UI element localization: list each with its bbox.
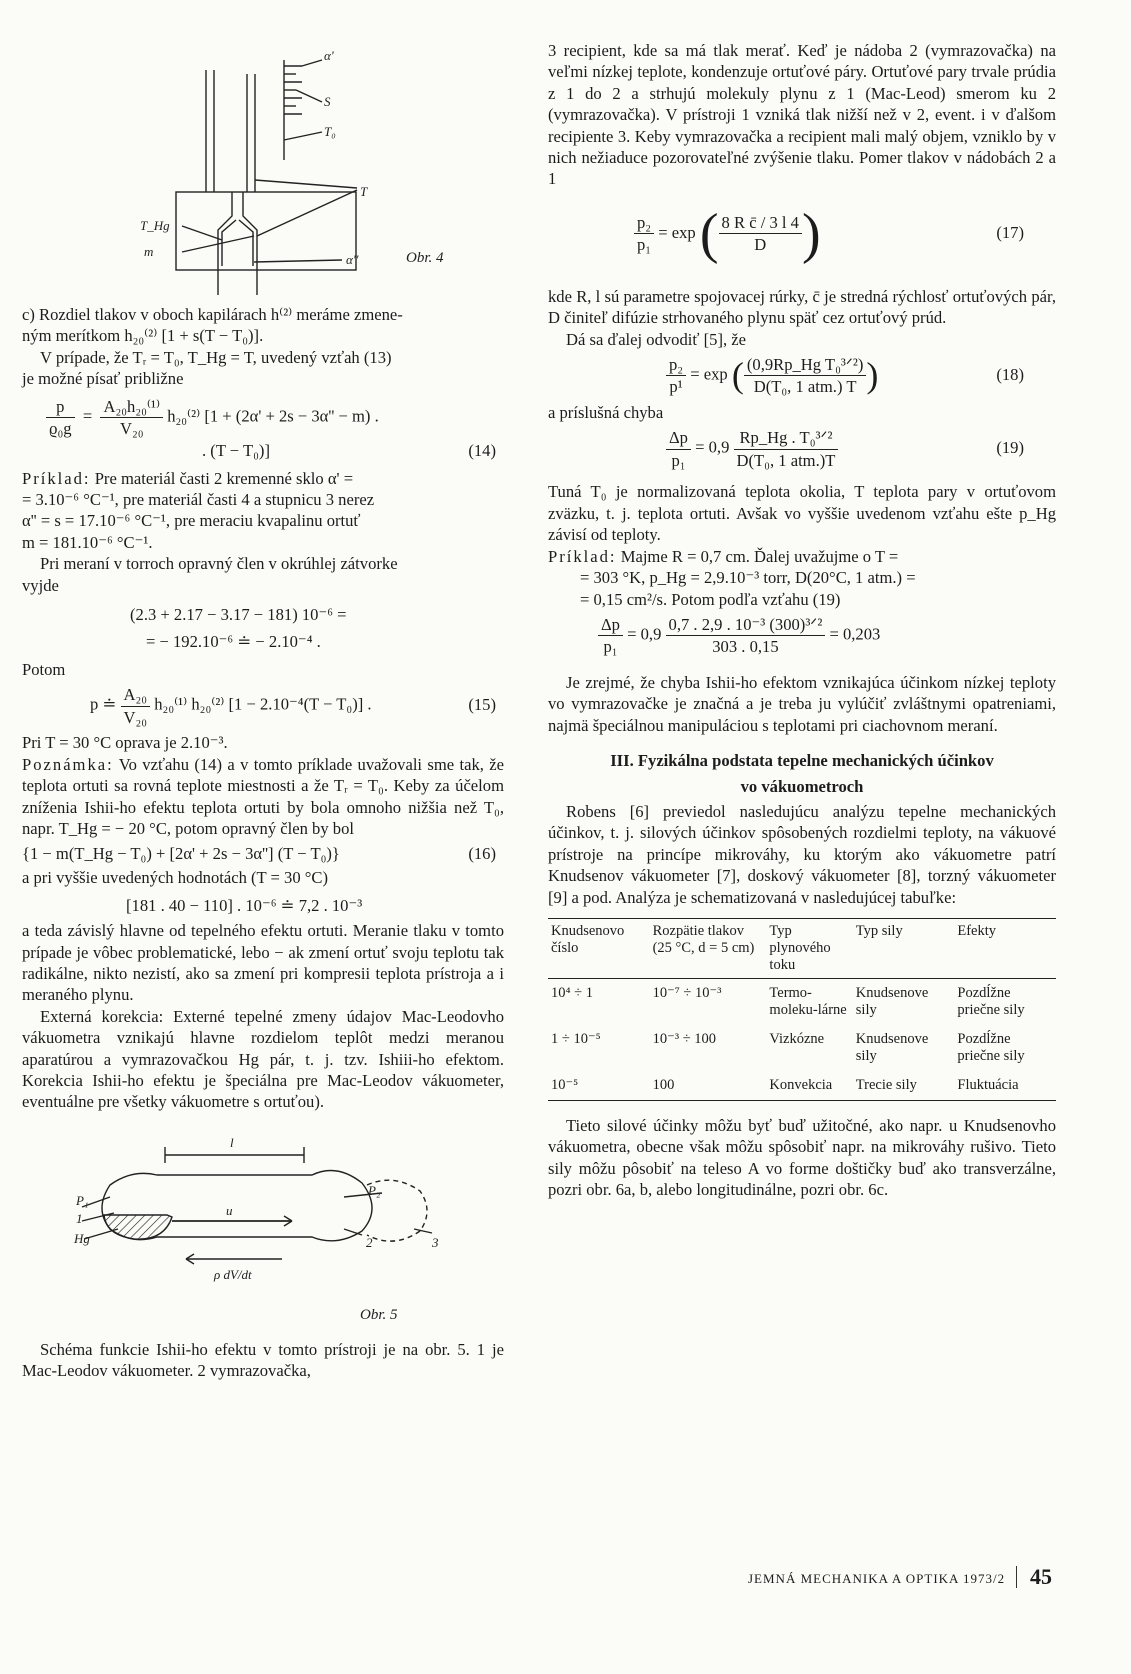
fig5-label-flow: ρ dV/dt	[214, 1266, 252, 1282]
eq19-mid: = 0,9	[695, 438, 730, 458]
example1-line3: α'' = s = 17.10⁻⁶ °C⁻¹, pre meraciu kvapalinu ortuť	[22, 511, 361, 531]
fig4-label-s: S	[324, 94, 331, 109]
eq17-number: (17)	[996, 222, 1024, 242]
table-cell: Fluktuácia	[957, 1076, 1019, 1093]
table-row	[548, 1071, 1056, 1101]
fig4-label-alpha1: α'	[324, 48, 334, 63]
eq20-lhs-num: Δp	[598, 614, 623, 636]
equation-19	[548, 423, 1056, 475]
dependent-para: a teda závislý hlavne od tepelného efektu ortuti. Meranie tlaku v tomto prípade je vôbec problematické, lebo − ak zmení ortuť svoju teplotu tak radikálne, nikto nezistí, ako sa zmení pri kompresii teplota prístroja a i meraného plynu.	[22, 921, 504, 1005]
torr-line1: Pri meraní v torroch opravný člen v okrúhlej zátvorke	[40, 554, 398, 574]
table-cell: 10⁴ ÷ 1	[551, 984, 594, 1001]
table-row	[548, 978, 1056, 1025]
fig5-label-3: 3	[432, 1234, 439, 1250]
eq17-inner-den: D	[754, 235, 767, 255]
intro-para: 3 recipient, kde sa má tlak merať. Keď je nádoba 2 (vymrazovačka) na veľmi nízkej teplote, kondenzuje ortuťové páry. Ortuťové pary trvale prúdia z 1 do 2 a strhujú molekuly plynu z 1 (Mac-Leod) smerom ku 2 (vymrazovačka). V prístroji 1 vzniká tlak nižší než v 2, event. i v ďalšom recipiente 3. Keby vymrazovačka a recipient mali malý objem, vzniklo by v nich nežiaduce pozorovateľné zvýšenie tlaku. Pomer tlakov v nádobách 2 a 1	[548, 41, 1056, 189]
eq20-result: = 0,203	[829, 624, 881, 644]
fig4-label-alpha2: α''	[346, 252, 359, 267]
figure-5	[22, 1117, 554, 1339]
equation-14-line2	[22, 440, 554, 462]
note-label: Poznámka:	[22, 754, 114, 774]
table-cell: 100	[652, 1076, 675, 1093]
eq17-lhs-num: p₂	[634, 212, 654, 234]
section-heading-line1: III. Fyzikálna podstata tepelne mechanických účinkov	[610, 751, 994, 771]
eq18-exp: = exp	[690, 364, 728, 384]
table-header: Typ sily	[855, 922, 903, 939]
figure-5-drawing	[22, 1117, 554, 1339]
table-cell: 1 ÷ 10⁻⁵	[551, 1030, 601, 1047]
fig5-label-1: 1	[76, 1210, 83, 1226]
equation-20	[548, 610, 1056, 666]
equation-18: $\frac{\text{p₂}}{\text{p¹}}$ = exp ( $\frac{\text{(0,9Rp\_Hg T₀³ᐟ²)}}{\text{D(T₀, 1 atm.) T}}$ ) (18)	[548, 350, 1056, 402]
equation-14: $\frac{p}{\text{ϱ₀g}}$ = $\frac{\text{A₂₀h₂₀⁽¹⁾}}{\text{V₂₀}}$ h₂₀⁽²⁾ [1 + (2α' + 2s − 3α'' − m) .	[22, 396, 554, 440]
figure-4	[22, 40, 554, 302]
para-c-line1: c) Rozdiel tlakov v oboch kapilárach h⁽²⁾ meráme zmene-	[22, 305, 403, 324]
fig4-caption: Obr. 4	[406, 250, 444, 266]
schema-para: Schéma funkcie Ishii-ho efektu v tomto prístroji je na obr. 5. 1 je Mac-Leodov vákuometer. 2 vymrazovačka,	[22, 1339, 504, 1381]
eq15-frac-den: V₂₀	[123, 707, 148, 727]
eq14-line2: . (T − T₀)]	[202, 440, 270, 460]
eq14-tail: h₂₀⁽²⁾ [1 + (2α' + 2s − 3α'' − m) .	[167, 406, 379, 426]
eq14-lhs-den: ϱ₀g	[49, 419, 72, 439]
correction: Pri T = 30 °C oprava je 2.10⁻³.	[22, 733, 228, 753]
table-cell: Konvekcia	[769, 1076, 833, 1093]
table-cell: 10⁻⁷ ÷ 10⁻³	[652, 984, 722, 1001]
eq20-frac-num: 0,7 . 2,9 . 10⁻³ (300)³ᐟ²	[666, 614, 826, 636]
para-c-line2: ným merítkom h₂₀⁽²⁾ [1 + s(T − T₀)].	[22, 326, 264, 346]
eq16-body: {1 − m(T_Hg − T₀) + [2α' + 2s − 3α''] (T − T₀)}	[22, 844, 340, 864]
table-cell: 10⁻³ ÷ 100	[652, 1030, 717, 1047]
para-v-line2: je možné písať približne	[22, 369, 184, 389]
effects-table	[548, 918, 1056, 1101]
eq18-inner-den: D(T₀, 1 atm.) T	[753, 377, 857, 397]
table-cell: Trecie sily	[855, 1076, 917, 1093]
table-header: Efekty	[957, 922, 997, 939]
right-column	[548, 40, 1056, 1201]
fig5-label-p2: P₂	[368, 1182, 381, 1198]
eq17-exp: = exp	[658, 222, 696, 242]
higher-values: a pri vyššie uvedených hodnotách (T = 30 °C)	[22, 868, 329, 888]
eq18-inner-num: (0,9Rp_Hg T₀³ᐟ²)	[744, 354, 866, 376]
calc-line1: (2.3 + 2.17 − 3.17 − 181) 10⁻⁶ =	[130, 605, 347, 625]
example2-line1: Majme R = 0,7 cm. Ďalej uvažujme o T =	[620, 546, 899, 566]
para-v-line1: V prípade, že Tᵣ = T₀, T_Hg = T, uvedený vzťah (13)	[40, 347, 392, 367]
eq19-number: (19)	[996, 438, 1024, 458]
footer-divider	[1016, 1566, 1017, 1588]
fig5-caption: Obr. 5	[360, 1306, 398, 1323]
eq14-lhs-num: p	[46, 396, 75, 418]
calc3: [181 . 40 − 110] . 10⁻⁶ ≐ 7,2 . 10⁻³	[126, 895, 363, 915]
eq17-lhs-den: p₁	[637, 235, 652, 255]
eq19-frac-den: D(T₀, 1 atm.)T	[736, 450, 836, 470]
table-header: Knudsenovo číslo	[551, 922, 625, 956]
eq18-lhs-den: p¹	[669, 377, 683, 397]
eq14-rhs-den: V₂₀	[119, 419, 144, 439]
fig5-label-hg: Hg	[74, 1230, 90, 1246]
table-cell: Vizkózne	[769, 1030, 825, 1047]
table-cell: Pozdĺžne priečne sily	[957, 984, 1025, 1018]
fig5-label-l: l	[230, 1134, 234, 1150]
journal-footer: JEMNÁ MECHANIKA A OPTIKA 1973/2	[748, 1571, 1006, 1586]
eq15-pre: p ≐	[90, 695, 117, 714]
eq15-tail: h₂₀⁽¹⁾ h₂₀⁽²⁾ [1 − 2.10⁻⁴(T − T₀)] .	[154, 695, 372, 714]
eq17-inner-num: 8 R c̄ / 3 l 4	[719, 212, 802, 234]
equation-16	[22, 843, 554, 867]
derive-line: Dá sa ďalej odvodiť [5], že	[566, 329, 747, 349]
calc-line2: = − 192.10⁻⁶ ≐ − 2.10⁻⁴ .	[146, 632, 321, 652]
eq18-lhs-num: p₂	[666, 354, 686, 376]
table-header: Typ plynového toku	[769, 922, 831, 973]
equation-17: $\frac{\text{p₂}}{\text{p₁}}$ = exp ( $\frac{\text{8 R c̄ / 3 l 4}}{D}$ ) (17)	[548, 196, 1056, 276]
eq14-rhs-num: A₂₀h₂₀⁽¹⁾	[100, 396, 163, 418]
page-number: 45	[1030, 1564, 1052, 1589]
eq20-mid: = 0,9	[627, 624, 662, 644]
table-header-row	[548, 918, 1056, 978]
robens-para: Robens [6] previedol nasledujúcu analýzu tepelne mechanických účinkov, t. j. silových účinkov spôsobených rozdielmi teploty, na vákuové prístroje na princípe mikrováhy, ku ktorým ako vákuometre patrí Knudsenov vákuometer [7], doskový vákuometer [8], torzný vákuometer [9] a pod. Analýza je schematizovaná v nasledujúcej tabuľke:	[548, 801, 1056, 907]
equation-15	[22, 684, 554, 728]
table-cell: Pozdĺžne priečne sily	[957, 1030, 1025, 1064]
eq20-frac-den: 303 . 0,15	[712, 637, 779, 657]
eq14-number: (14)	[468, 440, 496, 460]
fig4-label-t: T	[360, 184, 368, 199]
example2-line3: = 0,15 cm²/s. Potom podľa vzťahu (19)	[580, 589, 841, 609]
external-para: Externá korekcia: Externé tepelné zmeny údajov Mac-Leodovho vákuometra vznikajú hlavne rozdielom teplôt medzi meranou aparatúrou a vymrazovačkou Hg pár, t. j. tzv. Ishiii-ho efektom. Korekcia Ishii-ho efektu je špeciálna pre Mac-Leodov vákuometer, eventuálne pre všetky vákuometre s ortuťou).	[22, 1006, 504, 1112]
example2-line2: = 303 °K, p_Hg = 2,9.10⁻³ torr, D(20°C, 1 atm.) =	[580, 568, 916, 588]
example1-line1: Pre materiál časti 2 kremenné sklo α' =	[94, 468, 354, 488]
torr-line2: vyjde	[22, 575, 59, 595]
potom: Potom	[22, 659, 66, 679]
table-row	[548, 1025, 1056, 1071]
section-heading-line2: vo vákuometroch	[740, 776, 864, 796]
eq15-number: (15)	[468, 695, 496, 715]
eq18-number: (18)	[996, 365, 1024, 385]
example1-label: Príklad:	[22, 468, 91, 488]
example1-line4: m = 181.10⁻⁶ °C⁻¹.	[22, 532, 153, 552]
conclusion-para: Je zrejmé, že chyba Ishii-ho efektom vznikajúca účinkom nízkej teploty vo vymrazovačke je značná a je treba ju vylúčiť zvláštnymi opatreniami, najmä špeciálnou manipuláciou s teplotami pri ciachovnom meraní.	[548, 672, 1056, 735]
table-cell: Knudsenove sily	[855, 984, 929, 1018]
eq15-frac-num: A₂₀	[121, 684, 151, 706]
figure-4-drawing	[22, 40, 554, 302]
fig4-label-m: m	[144, 244, 154, 259]
error-intro: a príslušná chyba	[548, 403, 664, 423]
left-column	[22, 40, 554, 1382]
example2-label: Príklad:	[548, 546, 617, 566]
table-cell: Knudsenove sily	[855, 1030, 929, 1064]
fig5-label-u: u	[226, 1202, 233, 1218]
fig5-label-p1: P₁	[76, 1192, 89, 1208]
eq20-lhs-den: p₁	[603, 637, 618, 657]
table-header: Rozpätie tlakov (25 °C, d = 5 cm)	[652, 922, 755, 956]
fig4-label-t0: T₀	[324, 124, 336, 139]
fig5-label-2: 2	[366, 1234, 373, 1250]
eq19-lhs-num: Δp	[666, 427, 691, 449]
fig4-label-thg: T_Hg	[140, 218, 170, 233]
note-text: Vo vzťahu (14) a v tomto príklade uvažovali sme tak, že teplota ortuti sa rovná teplote miestnosti a že Tᵣ = T₀. Keby za účelom zníženia Ishii-ho efektu teplota ortuti by bola omnoho nižšia než T₀, napr. T_Hg = − 20 °C, potom opravný člen by bol	[22, 754, 504, 838]
final-para: Tieto silové účinky môžu byť buď užitočné, ako napr. u Knudsenovho vákuometra, obecne však môžu spôsobiť napr. na mikrováhy rušivo. Tieto sily môžu pôsobiť na teleso A vo forme doštičky buď ako transverzálne, pozri obr. 6a, b, alebo longitudinálne, pozri obr. 6c.	[548, 1115, 1056, 1200]
params-para: kde R, l sú parametre spojovacej rúrky, c̄ je stredná rýchlosť ortuťových pár, D činiteľ difúzie strhovaného plynu späť cez ortuťový prúd.	[548, 286, 1056, 328]
example1-line2: = 3.10⁻⁶ °C⁻¹, pre materiál časti 4 a stupnicu 3 nerez	[22, 490, 375, 510]
table-cell: Termo-moleku-lárne	[769, 984, 847, 1018]
t0-para: Tuná T₀ je normalizovaná teplota okolia, T teplota pary v ortuťovom zväzku, t. j. teplota ortuti. Avšak vo vyššie uvedenom vzťahu ešte p_Hg závisí od teploty.	[548, 482, 1056, 545]
eq19-frac-num: Rp_Hg . T₀³ᐟ²	[734, 427, 839, 449]
eq19-lhs-den: p₁	[671, 450, 686, 470]
eq16-number: (16)	[468, 844, 496, 864]
table-cell: 10⁻⁵	[551, 1076, 579, 1093]
